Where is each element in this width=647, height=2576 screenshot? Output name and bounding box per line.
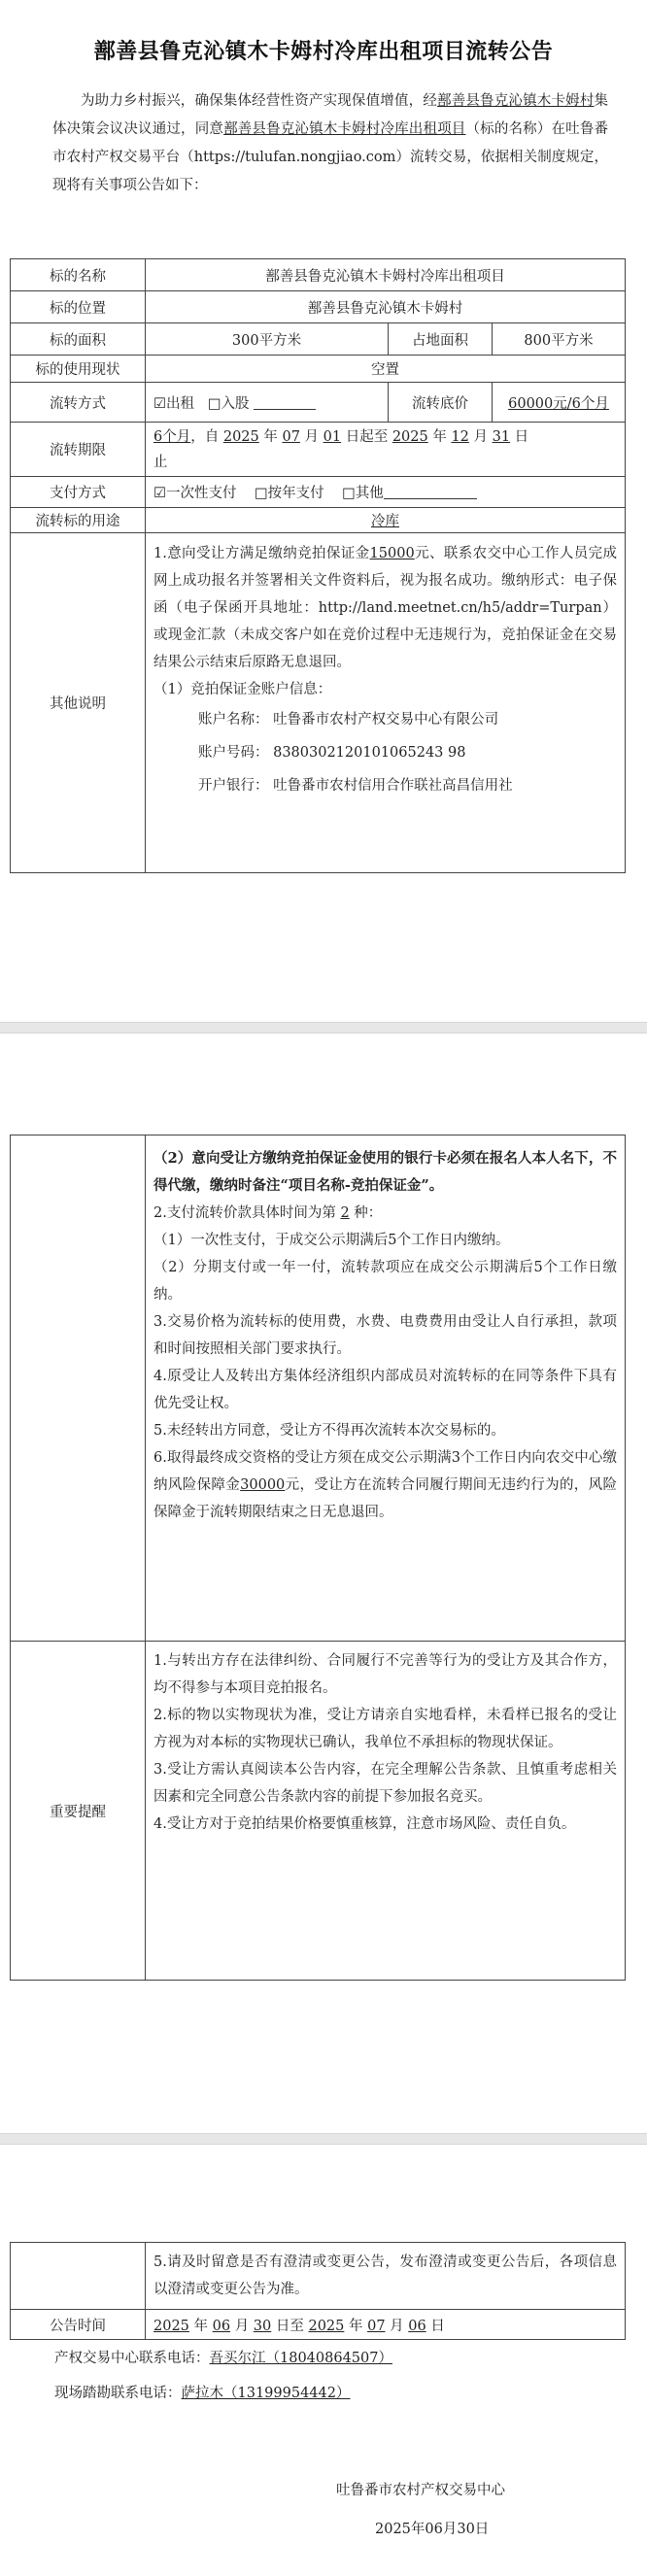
value-transfer-method (146, 383, 389, 423)
intro-text-3: （标的名称）在吐鲁番市农村产权交易平台（https://tulufan.nongjiao.com）流转交易，依据相关制度规定，现将有关事项公告如下： (52, 121, 609, 193)
intro-village-committee: 鄯善县鲁克沁镇木卡姆村 (437, 93, 595, 109)
checked-box-icon: ☑ (153, 486, 166, 501)
page-separator (0, 2133, 647, 2145)
value-transfer-period: 6个月，自 2025 年 07 月 01 日起至 2025 年 12 月 31 日 止 (146, 423, 626, 477)
site-contact (54, 2382, 350, 2402)
value-announce-time: 2025 年 06 月 30 日至 2025 年 07 月 06 日 (146, 2310, 626, 2340)
row-transfer-use (11, 508, 626, 533)
signature-date: 2025年06月30日 (375, 2522, 490, 2537)
value-transfer-use: 冷库 (146, 508, 626, 533)
reminder-blank-label (11, 2243, 146, 2310)
label-other-notes: 其他说明 (11, 533, 146, 873)
label-transfer-period: 流转期限 (11, 423, 146, 477)
row-announce-time (11, 2310, 626, 2340)
label-important-reminder: 重要提醒 (11, 1642, 146, 1981)
account-number: 账户号码： 8380302120101065243 98 (198, 745, 466, 761)
value-other-notes: 1.意向受让方满足缴纳竞拍保证金15000元、联系农交中心工作人员完成网上成功报名并签署相关文件资料后，视为报名成功。缴纳形式：电子保函（电子保函开具地址：http://land.meetnet.cn/h5/addr=Turpan）或现金汇款（未成交客户如在竞价过程中无违规行为，竞拍保证金在交易结果公示结束后原路无息退回。 （1）竞拍保证金账户信息： 账户名称： 吐鲁番市农村产权交易中心有限公司 账户号码： 8380302120101065243 98 开户银行： 吐鲁番市农村信用合作联社高昌信用社 (146, 533, 626, 873)
row-payment-method (11, 477, 626, 508)
intro-paragraph (52, 87, 608, 200)
intro-project-name: 鄯善县鲁克沁镇木卡姆村冷库出租项目 (223, 121, 466, 137)
label-target-name: 标的名称 (11, 259, 146, 291)
blank-line (384, 485, 477, 499)
row-transfer-period (11, 423, 626, 477)
value-reminder-5: 5.请及时留意是否有澄清或变更公告，发布澄清或变更公告后，各项信息以澄清或变更公告为准。 (146, 2243, 626, 2310)
page-separator (0, 1022, 647, 1034)
value-use-status: 空置 (146, 356, 626, 383)
announcement-table (10, 2242, 626, 2340)
label-transfer-method: 流转方式 (11, 383, 146, 423)
row-target-location (11, 291, 626, 323)
value-target-area: 300平方米 (146, 323, 389, 356)
info-table (10, 258, 626, 873)
checkbox-icon: □ (342, 486, 356, 501)
site-contact-phone[interactable]: （13199954442） (223, 2386, 351, 2401)
value-payment-method: ☑一次性支付 □按年支付 □其他 (146, 477, 626, 508)
option-lease: 出租 (166, 395, 194, 412)
row-important-reminder (11, 1642, 626, 1981)
value-important-reminder: 1.与转出方存在法律纠纷、合同履行不完善等行为的受让方及其合作方，均不得参与本项目竞拍报名。 2.标的物以实物现状为准，受让方请亲自实地看样，未看样已报名的受让方视为对本标的实物现状已确认，我单位不承担标的物现状保证。 3.受让方需认真阅读本公告内容，在完全理解公告条款、且慎重考虑相关因素和完全同意公告条款内容的前提下参加报名竞买。 4.受让方对于竞拍结果价格要慎重核算，注意市场风险、责任自负。 (146, 1642, 626, 1981)
value-land-area: 800平方米 (493, 323, 626, 356)
blank-line (254, 395, 316, 410)
site-contact-label: 现场踏勘联系电话： (54, 2386, 182, 2401)
value-base-price: 60000元/6个月 (493, 383, 626, 423)
center-contact (54, 2347, 392, 2367)
row-notes-continued (11, 1135, 626, 1642)
option-equity: 入股 (221, 395, 250, 412)
account-bank: 开户银行： 吐鲁番市农村信用合作联社高昌信用社 (198, 778, 513, 794)
account-info-heading: （1）竞拍保证金账户信息： (153, 682, 332, 697)
label-payment-method: 支付方式 (11, 477, 146, 508)
intro-text-1: 为助力乡村振兴，确保集体经营性资产实现保值增值，经 (81, 93, 438, 109)
center-contact-phone[interactable]: （18040864507） (265, 2351, 392, 2366)
account-name: 账户名称： 吐鲁番市农村产权交易中心有限公司 (198, 712, 499, 728)
label-target-location: 标的位置 (11, 291, 146, 323)
intro-text-2: 集体决策会议决议通过，同意 (52, 93, 609, 137)
notes-blank-label (11, 1135, 146, 1642)
value-notes-continued: （2）意向受让方缴纳竞拍保证金使用的银行卡必须在报名人本人名下，不得代缴，缴纳时备注“项目名称-竞拍保证金”。 2.支付流转价款具体时间为第 2 种： （1）一次性支付，于成交公示期满后5个工作日内缴纳。 （2）分期支付或一年一付，流转款项应在成交公示期满后5个工作日缴纳。 3.交易价格为流转标的使用费，水费、电费费用由受让人自行承担，款项和时间按照相关部门要求执行。 4.原受让人及转出方集体经济组织内部成员对流转标的在同等条件下具有优先受让权。 5.未经转出方同意，受让方不得再次流转本次交易标的。 6.取得最终成交资格的受让方须在成交公示期满3个工作日内向农交中心缴纳风险保障金30000元，受让方在流转合同履行期间无违约行为的，风险保障金于流转期限结束之日无息退回。 (146, 1135, 626, 1642)
label-land-area: 占地面积 (389, 323, 493, 356)
value-target-name: 鄯善县鲁克沁镇木卡姆村冷库出租项目 (146, 259, 626, 291)
row-reminder-continued (11, 2243, 626, 2310)
deposit-bank-card-note: （2）意向受让方缴纳竞拍保证金使用的银行卡必须在报名人本人名下，不得代缴，缴纳时备注“项目名称-竞拍保证金”。 (153, 1150, 617, 1194)
row-target-name (11, 259, 626, 291)
site-contact-name: 萨拉木 (181, 2386, 223, 2401)
center-contact-name: 吾买尔江 (209, 2351, 266, 2366)
checkbox-icon: □ (207, 395, 221, 412)
label-target-area: 标的面积 (11, 323, 146, 356)
page-title: 鄯善县鲁克沁镇木卡姆村冷库出租项目流转公告 (93, 40, 554, 64)
notes-table (10, 1135, 626, 1981)
checked-box-icon: ☑ (153, 395, 166, 412)
label-transfer-use: 流转标的用途 (11, 508, 146, 533)
label-use-status: 标的使用现状 (11, 356, 146, 383)
label-announce-time: 公告时间 (11, 2310, 146, 2340)
row-other-notes (11, 533, 626, 873)
signature-org: 吐鲁番市农村产权交易中心 (336, 2483, 505, 2498)
row-transfer-method (11, 383, 626, 423)
center-contact-label: 产权交易中心联系电话： (54, 2351, 210, 2366)
checkbox-icon: □ (254, 486, 268, 501)
label-base-price: 流转底价 (389, 383, 493, 423)
row-use-status (11, 356, 626, 383)
row-target-area (11, 323, 626, 356)
value-target-location: 鄯善县鲁克沁镇木卡姆村 (146, 291, 626, 323)
